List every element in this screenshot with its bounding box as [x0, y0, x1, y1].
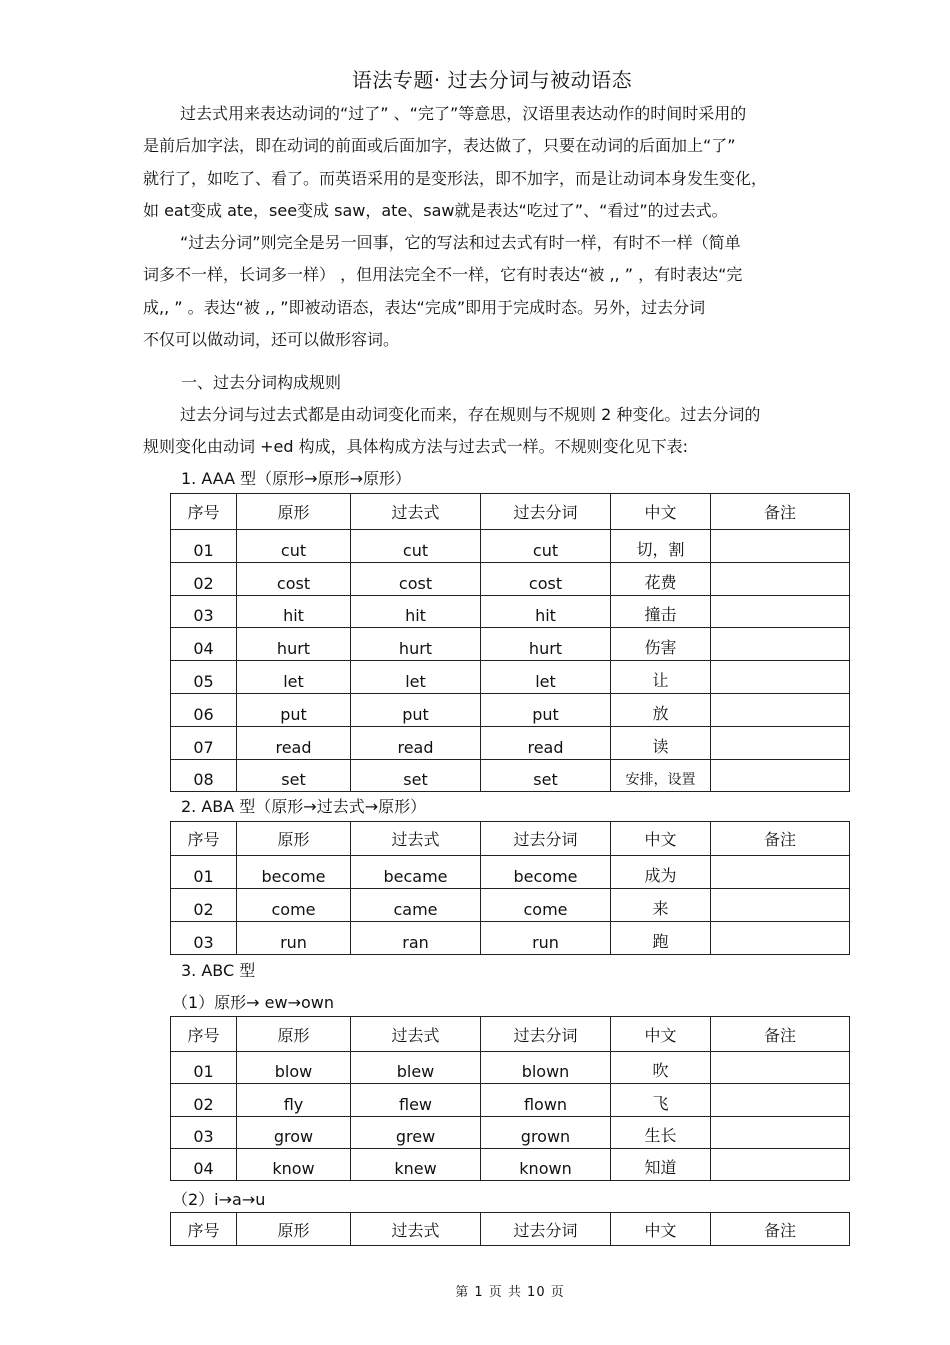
table-cell: 04	[171, 1148, 237, 1180]
table-cell: grew	[351, 1116, 481, 1148]
table-cell: 放	[611, 693, 711, 726]
table-cell: come	[481, 889, 611, 922]
page-footer: 第 1 页 共 10 页	[455, 1285, 565, 1300]
table-cell	[711, 856, 850, 889]
header-cell: 过去分词	[481, 822, 611, 856]
table-cell: hurt	[481, 628, 611, 661]
subsection-label: （2）i→a→u	[172, 1190, 266, 1209]
table-cell: grow	[237, 1116, 351, 1148]
header-cell: 过去分词	[481, 494, 611, 530]
section-line: 规则变化由动词 +ed 构成，具体构成方法与过去式一样。不规则变化见下表:	[143, 437, 688, 457]
table-cell: set	[351, 759, 481, 792]
table-cell: let	[237, 661, 351, 694]
table-header-row	[171, 822, 850, 856]
table-cell: hurt	[351, 628, 481, 661]
table-cell: come	[237, 889, 351, 922]
table-cell: read	[351, 726, 481, 759]
header-cell: 中文	[611, 494, 711, 530]
intro-line: 如 eat变成 ate，see变成 saw，ate、saw就是表达“吃过了”、“看过”的过去式。	[143, 200, 728, 220]
table-row	[171, 856, 850, 889]
section-heading: 一、过去分词构成规则	[181, 373, 342, 392]
table-cell: put	[481, 693, 611, 726]
table-cell	[711, 628, 850, 661]
table-cell: 02	[171, 1084, 237, 1116]
table-cell: blow	[237, 1052, 351, 1084]
table-cell: put	[351, 693, 481, 726]
table-row	[171, 628, 850, 661]
table-cell: became	[351, 856, 481, 889]
intro-line: 是前后加字法，即在动词的前面或后面加字，表达做了，只要在动词的后面加上“了”	[143, 136, 736, 156]
header-cell: 中文	[611, 1213, 711, 1246]
header-cell: 中文	[611, 1017, 711, 1052]
table-cell: ran	[351, 922, 481, 955]
table-cell: known	[481, 1148, 611, 1180]
header-cell: 原形	[237, 494, 351, 530]
table-cell: 01	[171, 1052, 237, 1084]
section-line: 过去分词与过去式都是由动词变化而来，存在规则与不规则 2 种变化。过去分词的	[180, 405, 761, 424]
table-row	[171, 693, 850, 726]
table-label-aaa: 1. AAA 型（原形→原形→原形）	[181, 469, 411, 488]
table-cell	[711, 726, 850, 759]
subsection-label: （1）原形→ ew→own	[172, 993, 335, 1012]
table-cell: 让	[611, 661, 711, 694]
table-cell: fly	[237, 1084, 351, 1116]
intro-line: “过去分词”则完全是另一回事，它的写法和过去式有时一样，有时不一样（简单	[180, 233, 741, 252]
header-cell: 过去式	[351, 822, 481, 856]
table-row	[171, 562, 850, 595]
table-cell: 飞	[611, 1084, 711, 1116]
intro-line: 过去式用来表达动词的“过了” 、“完了”等意思，汉语里表达动作的时间时采用的	[180, 104, 747, 123]
table-cell: set	[237, 759, 351, 792]
page-title: 语法专题· 过去分词与被动语态	[351, 68, 633, 92]
header-cell: 序号	[171, 822, 237, 856]
table-cell	[711, 562, 850, 595]
header-cell: 备注	[711, 494, 850, 530]
table-cell	[711, 595, 850, 628]
table-cell: 生长	[611, 1116, 711, 1148]
table-cell: 成为	[611, 856, 711, 889]
verb-table-abc-1	[170, 1016, 850, 1181]
table-cell	[711, 530, 850, 563]
intro-line: 不仅可以做动词，还可以做形容词。	[143, 329, 400, 349]
intro-paragraph-1	[143, 98, 873, 227]
table-cell: read	[481, 726, 611, 759]
table-row	[171, 889, 850, 922]
table-cell: 来	[611, 889, 711, 922]
header-cell: 序号	[171, 1017, 237, 1052]
table-cell: 01	[171, 530, 237, 563]
table-cell: 撞击	[611, 595, 711, 628]
table-row	[171, 922, 850, 955]
header-cell: 过去式	[351, 1213, 481, 1246]
table-cell	[711, 693, 850, 726]
table-cell: cut	[351, 530, 481, 563]
table-cell	[711, 661, 850, 694]
table-cell: cost	[237, 562, 351, 595]
table-cell: 伤害	[611, 628, 711, 661]
table-cell: came	[351, 889, 481, 922]
table-cell: hit	[481, 595, 611, 628]
table-cell: become	[481, 856, 611, 889]
table-cell: set	[481, 759, 611, 792]
table-cell: 04	[171, 628, 237, 661]
intro-paragraph-2	[143, 227, 873, 356]
table-cell: run	[481, 922, 611, 955]
verb-table-abc-2	[170, 1212, 850, 1246]
table-row	[171, 661, 850, 694]
table-cell: 07	[171, 726, 237, 759]
table-cell: flown	[481, 1084, 611, 1116]
table-cell: 花费	[611, 562, 711, 595]
table-cell	[711, 889, 850, 922]
section-paragraph	[143, 399, 873, 464]
table-cell: run	[237, 922, 351, 955]
table-cell: hurt	[237, 628, 351, 661]
header-cell: 过去分词	[481, 1017, 611, 1052]
table-cell: 03	[171, 595, 237, 628]
header-cell: 序号	[171, 494, 237, 530]
table-header-row	[171, 494, 850, 530]
table-label-aba: 2. ABA 型（原形→过去式→原形）	[181, 797, 427, 816]
table-cell: 01	[171, 856, 237, 889]
table-cell	[711, 1148, 850, 1180]
section-label-abc: 3. ABC 型	[181, 961, 256, 980]
table-cell: cut	[237, 530, 351, 563]
table-row	[171, 530, 850, 563]
table-row	[171, 1116, 850, 1148]
header-cell: 备注	[711, 822, 850, 856]
table-cell: 切，割	[611, 530, 711, 563]
table-cell: become	[237, 856, 351, 889]
table-header-row	[171, 1213, 850, 1246]
table-row	[171, 595, 850, 628]
table-cell: blew	[351, 1052, 481, 1084]
table-cell: 03	[171, 1116, 237, 1148]
header-cell: 原形	[237, 1017, 351, 1052]
table-cell: cost	[351, 562, 481, 595]
table-row	[171, 726, 850, 759]
table-cell: read	[237, 726, 351, 759]
header-cell: 原形	[237, 822, 351, 856]
header-cell: 原形	[237, 1213, 351, 1246]
header-cell: 过去式	[351, 494, 481, 530]
header-cell: 过去式	[351, 1017, 481, 1052]
header-cell: 中文	[611, 822, 711, 856]
table-cell: blown	[481, 1052, 611, 1084]
table-cell: 跑	[611, 922, 711, 955]
verb-table-aaa	[170, 493, 850, 792]
table-cell: 03	[171, 922, 237, 955]
table-cell: 读	[611, 726, 711, 759]
table-cell: let	[351, 661, 481, 694]
table-row	[171, 1148, 850, 1180]
table-cell: 02	[171, 562, 237, 595]
table-row	[171, 1084, 850, 1116]
table-cell: 安排，设置	[611, 759, 711, 792]
header-cell: 过去分词	[481, 1213, 611, 1246]
table-cell: 知道	[611, 1148, 711, 1180]
table-cell: cut	[481, 530, 611, 563]
table-cell: flew	[351, 1084, 481, 1116]
table-cell	[711, 922, 850, 955]
verb-table-aba	[170, 821, 850, 955]
header-cell: 备注	[711, 1213, 850, 1246]
intro-line: 就行了，如吃了、看了。而英语采用的是变形法，即不加字，而是让动词本身发生变化，	[143, 168, 768, 188]
table-cell	[711, 1052, 850, 1084]
table-cell: 06	[171, 693, 237, 726]
intro-line: 词多不一样，长词多一样） ，但用法完全不一样，它有时表达“被 ,, ” ，有时表达“完	[143, 265, 743, 285]
table-cell	[711, 759, 850, 792]
table-cell: hit	[237, 595, 351, 628]
table-cell: 08	[171, 759, 237, 792]
intro-line: 成,, ” 。表达“被 ,, ”即被动语态，表达“完成”即用于完成时态。另外，过去分词	[143, 297, 706, 317]
table-cell	[711, 1116, 850, 1148]
table-cell: grown	[481, 1116, 611, 1148]
table-cell: put	[237, 693, 351, 726]
table-cell: 吹	[611, 1052, 711, 1084]
table-row	[171, 1052, 850, 1084]
table-cell	[711, 1084, 850, 1116]
table-header-row	[171, 1017, 850, 1052]
table-row	[171, 759, 850, 792]
table-cell: 02	[171, 889, 237, 922]
table-cell: let	[481, 661, 611, 694]
header-cell: 序号	[171, 1213, 237, 1246]
header-cell: 备注	[711, 1017, 850, 1052]
table-cell: 05	[171, 661, 237, 694]
table-cell: cost	[481, 562, 611, 595]
table-cell: know	[237, 1148, 351, 1180]
table-cell: knew	[351, 1148, 481, 1180]
table-cell: hit	[351, 595, 481, 628]
